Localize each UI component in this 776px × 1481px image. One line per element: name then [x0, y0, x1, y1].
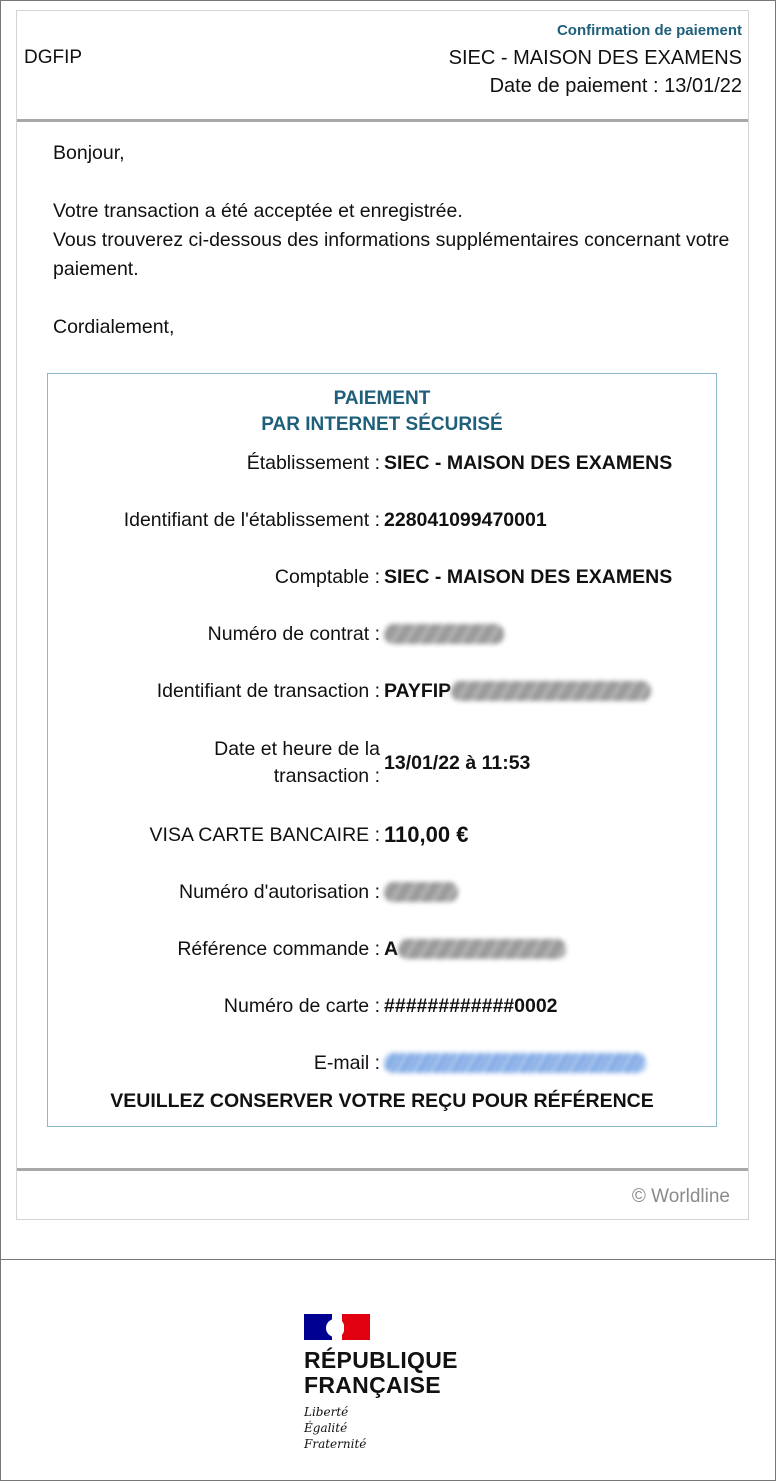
row-value	[384, 670, 651, 712]
row-value	[384, 928, 566, 970]
payment-confirmation-card	[16, 10, 749, 1220]
row-value: ############0002	[384, 994, 558, 1017]
row-order-reference	[48, 928, 716, 970]
row-value: SIEC - MAISON DES EXAMENS	[384, 565, 673, 588]
intro-body	[53, 197, 733, 284]
row-label: Comptable :	[274, 565, 380, 588]
receipt-title-line-2: PAR INTERNET SÉCURISÉ	[261, 414, 503, 435]
row-label: Établissement :	[246, 451, 380, 474]
copyright: © Worldline	[631, 1186, 730, 1207]
row-value	[384, 613, 504, 655]
section-divider	[0, 1259, 776, 1260]
brand-name: DGFIP	[24, 47, 83, 68]
logo-line-1: RÉPUBLIQUE	[304, 1347, 458, 1373]
motto-liberte: Liberté	[304, 1405, 349, 1419]
row-establishment	[48, 442, 716, 484]
payment-amount: 110,00 €	[384, 822, 469, 847]
intro-line-2: Vous trouverez ci-dessous des informations supplémentaires concernant votre paiement.	[53, 229, 730, 280]
row-label: Référence commande :	[177, 937, 380, 960]
header-establishment: SIEC - MAISON DES EXAMENS	[448, 47, 742, 69]
row-value: SIEC - MAISON DES EXAMENS	[384, 451, 673, 474]
row-label: Date et heure de la transaction :	[214, 738, 380, 787]
row-establishment-id	[48, 499, 716, 541]
row-card-number	[48, 985, 716, 1027]
header-divider	[17, 119, 748, 122]
order-reference-prefix: A	[384, 937, 399, 960]
row-value	[384, 1042, 646, 1084]
redacted-value	[398, 939, 566, 959]
motto-fraternite: Fraternité	[304, 1437, 367, 1451]
redacted-value	[384, 624, 504, 644]
row-label: VISA CARTE BANCAIRE :	[149, 823, 380, 846]
row-label: Identifiant de transaction :	[156, 679, 380, 702]
receipt-box	[47, 373, 717, 1127]
row-label: Numéro de contrat :	[207, 622, 380, 645]
logo-line-2: FRANÇAISE	[304, 1372, 441, 1398]
intro-message	[53, 139, 733, 342]
intro-line-1: Votre transaction a été acceptée et enregistrée.	[53, 200, 463, 222]
transaction-id-prefix: PAYFIP	[384, 679, 452, 702]
row-authorization-number	[48, 871, 716, 913]
payment-date: Date de paiement : 13/01/22	[489, 75, 742, 97]
logo-motto	[304, 1404, 484, 1452]
row-value: 228041099470001	[384, 508, 547, 531]
row-value	[384, 871, 458, 913]
row-label: Identifiant de l'établissement :	[123, 508, 380, 531]
row-value: 13/01/22 à 11:53	[384, 751, 531, 774]
receipt-title-line-1: PAIEMENT	[333, 388, 431, 409]
closing: Cordialement,	[53, 316, 175, 338]
redacted-value	[384, 1053, 646, 1073]
motto-egalite: Égalité	[304, 1421, 348, 1435]
logo-wordmark	[304, 1348, 484, 1398]
greeting: Bonjour,	[53, 142, 125, 164]
row-label: E-mail :	[313, 1051, 380, 1074]
republique-francaise-logo	[304, 1314, 484, 1452]
receipt-title	[48, 386, 716, 438]
marianne-flag-icon	[304, 1314, 370, 1340]
row-email	[48, 1042, 716, 1084]
row-transaction-id	[48, 670, 716, 712]
footer-divider	[17, 1168, 748, 1171]
keep-receipt-notice: VEUILLEZ CONSERVER VOTRE REÇU POUR RÉFÉRENCE	[110, 1090, 654, 1112]
row-label: Numéro de carte :	[223, 994, 380, 1017]
row-transaction-datetime	[48, 732, 716, 794]
header-right	[449, 22, 742, 100]
row-label: Numéro d'autorisation :	[179, 880, 380, 903]
redacted-value	[451, 681, 651, 701]
row-card-payment-amount	[48, 814, 716, 856]
redacted-value	[384, 882, 458, 902]
row-contract-number	[48, 613, 716, 655]
confirmation-title: Confirmation de paiement	[556, 22, 742, 39]
row-accountant	[48, 556, 716, 598]
